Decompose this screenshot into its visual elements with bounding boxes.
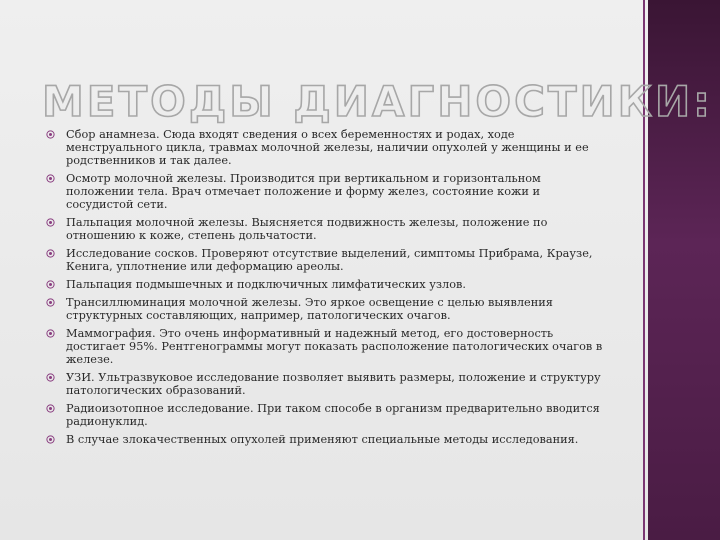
target-bullet-icon (46, 298, 55, 307)
slide-title (40, 70, 713, 130)
list-item-text: Трансиллюминация молочной железы. Это яркое освещение с целью выявления структурных составляющих, например, патологических очагов. (66, 296, 553, 322)
target-bullet-icon (46, 373, 55, 382)
list-item-text: Пальпация подмышечных и подключичных лимфатических узлов. (66, 278, 466, 291)
list-item (46, 371, 606, 397)
target-bullet-icon (46, 249, 55, 258)
list-item-text: Исследование сосков. Проверяют отсутствие выделений, симптомы Прибрама, Краузе, Кенига, уплотнение или деформацию ареолы. (66, 247, 593, 273)
list-item-text: В случае злокачественных опухолей применяют специальные методы исследования. (66, 433, 579, 446)
target-bullet-icon (46, 404, 55, 413)
list-item-text: Маммография. Это очень информативный и надежный метод, его достоверность достигает 95%. Рентгенограммы могут показать расположение патологических очагов в железе. (66, 327, 603, 366)
list-item-text: Пальпация молочной железы. Выясняется подвижность железы, положение по отношению к коже, степень дольчатости. (66, 216, 548, 242)
target-bullet-icon (46, 218, 55, 227)
target-bullet-icon (46, 329, 55, 338)
list-item (46, 433, 606, 446)
list-item (46, 128, 606, 167)
list-item-text: Сбор анамнеза. Сюда входят сведения о всех беременностях и родах, ходе менструального цикла, травмах молочной железы, наличии опухолей у женщины и ее родственников и так далее. (66, 128, 589, 167)
target-bullet-icon (46, 435, 55, 444)
list-item (46, 327, 606, 366)
list-item-text: Радиоизотопное исследование. При таком способе в организм предварительно вводится радионуклид. (66, 402, 600, 428)
slide-title-text: МЕТОДЫ ДИАГНОСТИКИ: (42, 77, 713, 126)
list-item (46, 247, 606, 273)
target-bullet-icon (46, 130, 55, 139)
list-item-text: Осмотр молочной железы. Производится при вертикальном и горизонтальном положении тела. Врач отмечает положение и форму желез, состояние кожи и сосудистой сети. (66, 172, 541, 211)
list-item (46, 216, 606, 242)
list-item (46, 402, 606, 428)
list-item (46, 172, 606, 211)
target-bullet-icon (46, 280, 55, 289)
bullet-list (46, 128, 606, 451)
list-item (46, 296, 606, 322)
target-bullet-icon (46, 174, 55, 183)
list-item (46, 278, 606, 291)
list-item-text: УЗИ. Ультразвуковое исследование позволяет выявить размеры, положение и структуру патологических образований. (66, 371, 601, 397)
